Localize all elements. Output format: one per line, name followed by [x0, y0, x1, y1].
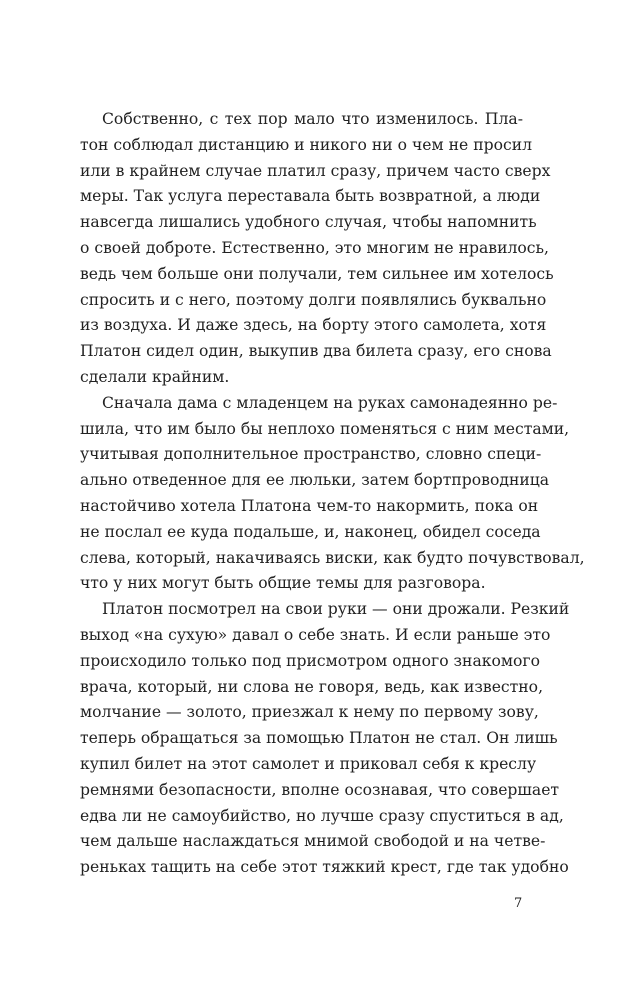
text-line: Сначала дама с младенцем на руках самонадеянно ре- [102, 393, 558, 412]
text-line: что у них могут быть общие темы для разговора. [80, 574, 486, 593]
text-line: Платон сидел один, выкупив два билета сразу, его снова [80, 342, 552, 361]
page-body [80, 107, 585, 881]
text-line: из воздуха. И даже здесь, на борту этого самолета, хотя [80, 316, 547, 335]
paragraph [80, 597, 570, 881]
text-line: Собственно, с тех пор мало что изменилось. Пла- [102, 110, 523, 128]
text-line: купил билет на этот самолет и приковал себя к креслу [80, 754, 537, 773]
text-line: молчание — золото, приезжал к нему по первому зову, [80, 703, 539, 722]
text-line: или в крайнем случае платил сразу, причем часто сверх [80, 161, 551, 180]
text-line: Платон посмотрел на свои руки — они дрожали. Резкий [102, 600, 570, 619]
text-line: навсегда лишались удобного случая, чтобы напомнить [80, 213, 537, 232]
paragraph [80, 391, 585, 597]
text-line: сделали крайним. [80, 367, 230, 386]
text-line: меры. Так услуга переставала быть возвратной, а люди [80, 187, 541, 206]
paragraph [80, 107, 554, 391]
text-line: ально отведенное для ее люльки, затем бортпроводница [80, 471, 550, 490]
text-line: происходило только под присмотром одного знакомого [80, 651, 540, 670]
text-line: ремнями безопасности, вполне осознавая, что совершает [80, 780, 560, 799]
text-line: врача, который, ни слова не говоря, ведь, как известно, [80, 677, 544, 696]
text-line: о своей доброте. Естественно, это многим не нравилось, [80, 238, 549, 257]
page-number: 7 [514, 896, 523, 911]
text-line: реньках тащить на себе этот тяжкий крест, где так удобно [80, 858, 569, 877]
text-line: теперь обращаться за помощью Платон не стал. Он лишь [80, 729, 558, 748]
text-line: не послал ее куда подальше, и, наконец, обидел соседа [80, 522, 541, 541]
text-line: выход «на сухую» давал о себе знать. И если раньше это [80, 625, 551, 644]
text-line: чем дальше наслаждаться мнимой свободой и на четве- [80, 832, 546, 851]
text-line: учитывая дополнительное пространство, словно специ- [80, 445, 542, 464]
text-line: тон соблюдал дистанцию и никого ни о чем не просил [80, 135, 532, 154]
text-line: спросить и с него, поэтому долги появлялись буквально [80, 290, 547, 309]
text-line: шила, что им было бы неплохо поменяться с ним местами, [80, 419, 570, 438]
text-line: едва ли не самоубийство, но лучше сразу спуститься в ад, [80, 806, 564, 825]
text-line: настойчиво хотела Платона чем-то накормить, пока он [80, 496, 539, 515]
text-line: ведь чем больше они получали, тем сильнее им хотелось [80, 264, 554, 283]
text-line: слева, который, накачиваясь виски, как будто почувствовал, [80, 548, 585, 567]
